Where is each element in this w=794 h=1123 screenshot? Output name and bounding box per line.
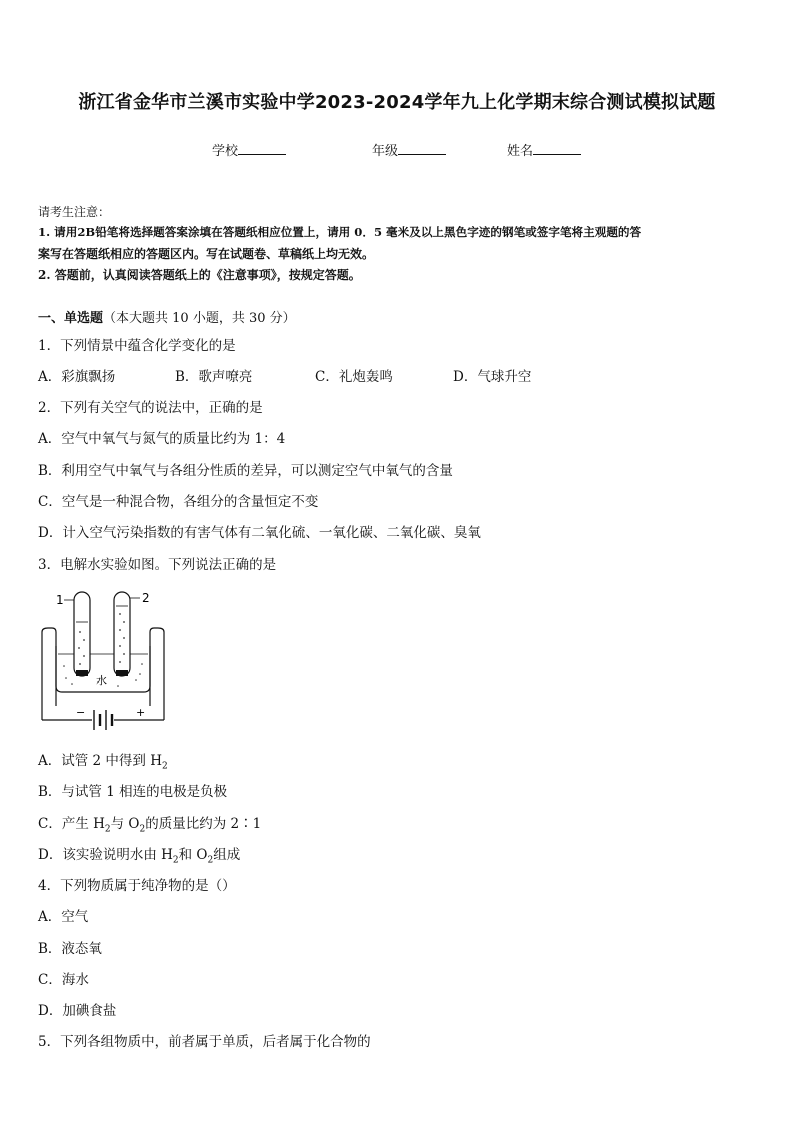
section-detail: （本大题共 10 小题，共 30 分） bbox=[103, 311, 296, 326]
q4-stem: 4．下列物质属于纯净物的是（） bbox=[38, 878, 236, 894]
q4-option-d[interactable]: D．加碘食盐 bbox=[38, 1003, 117, 1019]
q3-c-pre: C．产生 H bbox=[38, 816, 105, 832]
q3-d-pre: D．该实验说明水由 H bbox=[38, 847, 173, 863]
minus-sign: − bbox=[76, 706, 86, 719]
notice-item1-line2: 案写在答题纸相应的答题区内。写在试题卷、草稿纸上均无效。 bbox=[38, 247, 375, 261]
name-label: 姓名 bbox=[507, 144, 534, 159]
q1-option-b[interactable]: B．歌声嘹亮 bbox=[175, 369, 253, 385]
tube1-label: 1 bbox=[56, 593, 64, 607]
q3-a-text: A．试管 2 中得到 H bbox=[38, 753, 162, 769]
q3-c-mid: 与 O bbox=[110, 816, 140, 832]
q2-option-a[interactable]: A．空气中氧气与氮气的质量比约为 1：4 bbox=[38, 431, 286, 447]
q2-option-d[interactable]: D．计入空气污染指数的有害气体有二氧化硫、一氧化碳、二氧化碳、臭氧 bbox=[38, 525, 481, 541]
water-label: 水 bbox=[96, 674, 107, 687]
notice-heading: 请考生注意： bbox=[38, 205, 111, 219]
q3-c-sub1: 2 bbox=[104, 824, 111, 835]
section-title-text: 一、单选题 bbox=[38, 311, 104, 326]
page-title: 浙江省金华市兰溪市实验中学2023-2024学年九上化学期末综合测试模拟试题 bbox=[78, 92, 716, 113]
q3-c-sub2: 2 bbox=[139, 824, 146, 835]
section-title bbox=[38, 307, 296, 326]
notice-item1-line1: 1. 请用2B铅笔将选择题答案涂填在答题纸相应位置上，请用 0．5 毫米及以上黑色字迹的钢笔或签字笔将主观题的答 bbox=[38, 225, 642, 239]
q1-stem: 1．下列情景中蕴含化学变化的是 bbox=[38, 338, 236, 354]
q2-option-c[interactable]: C．空气是一种混合物，各组分的含量恒定不变 bbox=[38, 494, 319, 510]
q3-option-c[interactable] bbox=[38, 812, 261, 835]
q2-stem: 2．下列有关空气的说法中，正确的是 bbox=[38, 400, 263, 416]
electrolysis-diagram bbox=[38, 588, 168, 738]
school-label: 学校 bbox=[212, 144, 239, 159]
grade-label: 年级 bbox=[372, 144, 399, 159]
q4-option-c[interactable]: C．海水 bbox=[38, 972, 89, 988]
q4-option-b[interactable]: B．液态氧 bbox=[38, 941, 102, 957]
school-field[interactable] bbox=[212, 140, 286, 159]
q3-d-sub1: 2 bbox=[172, 855, 179, 866]
q3-a-sub: 2 bbox=[162, 761, 168, 772]
q3-option-d[interactable] bbox=[38, 843, 240, 866]
plus-sign: + bbox=[136, 706, 146, 719]
school-blank[interactable] bbox=[238, 142, 286, 155]
grade-blank[interactable] bbox=[398, 142, 446, 155]
q3-d-sub2: 2 bbox=[207, 855, 214, 866]
q4-option-a[interactable]: A．空气 bbox=[38, 909, 89, 925]
q3-option-b[interactable]: B．与试管 1 相连的电极是负极 bbox=[38, 784, 228, 800]
name-blank[interactable] bbox=[533, 142, 581, 155]
grade-field[interactable] bbox=[372, 140, 446, 159]
q1-option-d[interactable]: D．气球升空 bbox=[453, 369, 532, 385]
q3-d-mid: 和 O bbox=[178, 847, 208, 863]
q5-stem: 5．下列各组物质中，前者属于单质，后者属于化合物的 bbox=[38, 1034, 371, 1050]
q3-c-post: 的质量比约为 2∶1 bbox=[145, 816, 262, 832]
tube2-label: 2 bbox=[142, 591, 150, 605]
q3-option-a[interactable] bbox=[38, 749, 168, 772]
name-field[interactable] bbox=[507, 140, 581, 159]
q1-option-a[interactable]: A．彩旗飘扬 bbox=[38, 369, 116, 385]
q2-option-b[interactable]: B．利用空气中氧气与各组分性质的差异，可以测定空气中氧气的含量 bbox=[38, 463, 453, 479]
q3-d-post: 组成 bbox=[213, 847, 241, 863]
notice-item2: 2. 答题前，认真阅读答题纸上的《注意事项》，按规定答题。 bbox=[38, 268, 361, 282]
q3-stem: 3．电解水实验如图。下列说法正确的是 bbox=[38, 557, 277, 573]
q1-option-c[interactable]: C．礼炮轰鸣 bbox=[315, 369, 393, 385]
